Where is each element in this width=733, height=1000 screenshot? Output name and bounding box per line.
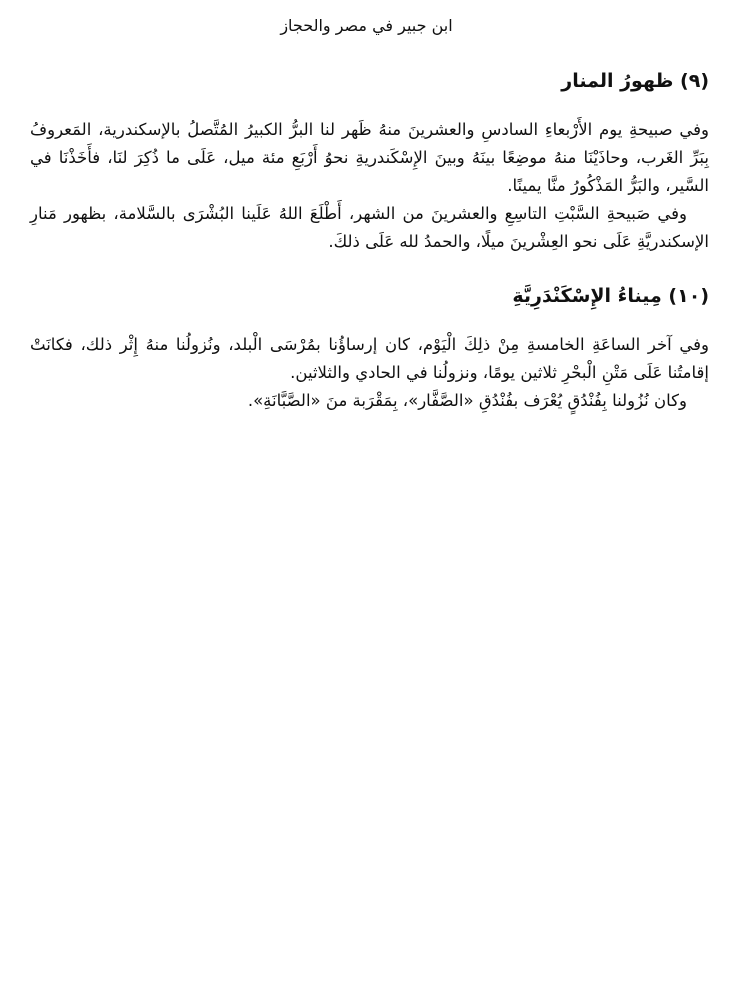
section-10-alexandria-port <box>30 282 709 415</box>
paragraph: وفي صبيحةِ يوم الأَرْبعاءِ السادسِ والعشرينَ منهُ ظَهر لنا البرُّ الكبيرُ المُتَّصلُ بالإسكندرية، المَعروفُ بِبَرِّ الغَرب، وحاذَيْنَا منهُ موضِعًا بينَهُ وبينَ الإِسْكَندريةِ نحوُ أَرْبَعِ مئة ميل، عَلَى ما ذُكِرَ لنَا، فأَخَذْنَا في السَّير، والبَرُّ المَذْكُورُ منَّا يمينًا. <box>30 120 709 195</box>
paragraph: وفي آخر الساعَةِ الخامسةِ مِنْ ذلِكَ الْيَوْم، كان إرساؤُنا بمُرْسَى الْبلد، ونُزولُنا منهُ إِثْر ذلك، فكانَتْ إقامتُنا عَلَى مَتْنِ الْبحْرِ ثلاثين يومًا، ونزولُنا في الحادي والثلاثين. <box>30 335 709 382</box>
running-header: ابن جبير في مصر والحجاز <box>280 16 453 35</box>
section-heading: (٩) ظهورُ المنار <box>561 70 709 92</box>
paragraph: وكان نُزُولنا بِفُنْدُقٍ يُعْرَف بفُنْدُقِ «الصَّفَّار»، بِمَقْرَبة منَ «الصَّبَّانَةِ». <box>247 391 687 410</box>
page-content <box>30 67 709 415</box>
section-9-lighthouse <box>30 67 709 256</box>
paragraph: وفي صَبيحةِ السَّبْتِ التاسِعِ والعشرينَ من الشهر، أَطْلَعَ اللهُ عَلَينا البُشْرَى بالسَّلامة، بظهور مَنارِ الإسكندريَّةِ عَلَى نحو العِشْرينَ ميلًا، والحمدُ لله عَلَى ذلكَ. <box>30 204 709 251</box>
section-heading: (١٠) مِيناءُ الإِسْكَنْدَرِيَّةِ <box>512 285 709 307</box>
